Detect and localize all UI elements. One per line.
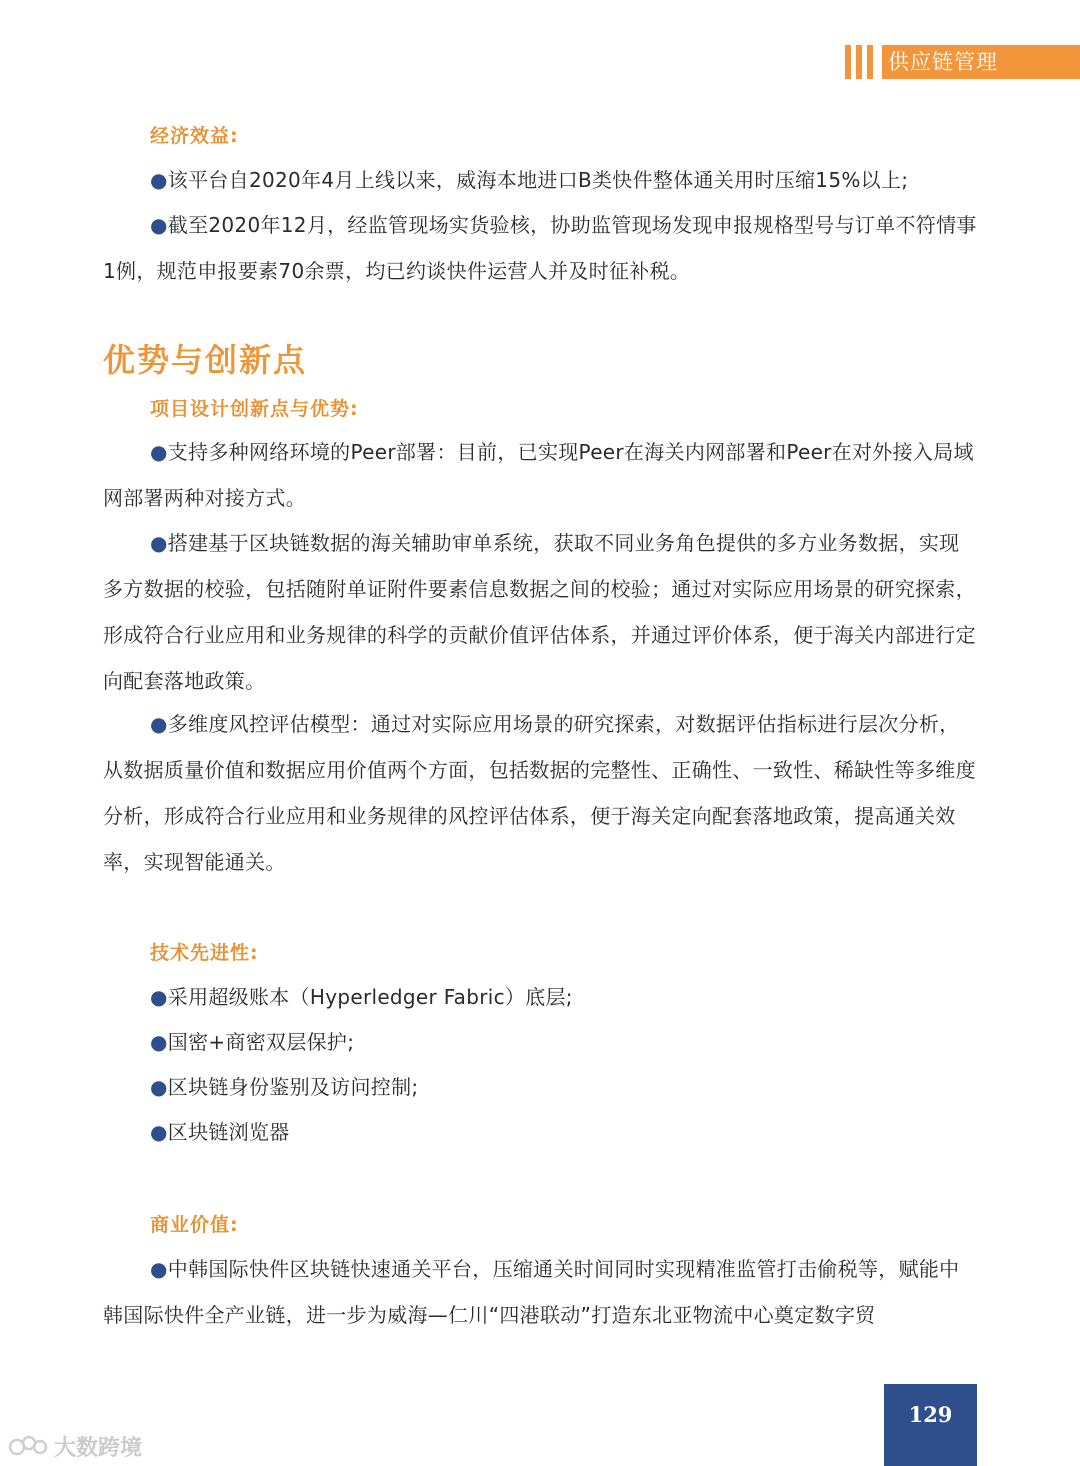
list-item: ●该平台自2020年4月上线以来，威海本地进口B类快件整体通关用时压缩15%以上; [150,168,909,192]
list-item: ●区块链浏览器 [150,1120,290,1144]
bullet-icon: ● [150,168,168,192]
list-item: ●中韩国际快件区块链快速通关平台，压缩通关时间同时实现精准监管打击偷税等，赋能中韩国际快件全产业链，进一步为威海—仁川“四港联动”打造东北亚物流中心奠定数字贸 [103,1257,960,1327]
header-stripe [845,45,851,79]
watermark-logo-icon [8,1433,48,1459]
bullet-icon: ● [150,1075,168,1099]
list-item: ●多维度风控评估模型：通过对实际应用场景的研究探索，对数据评估指标进行层次分析，从数据质量价值和数据应用价值两个方面，包括数据的完整性、正确性、一致性、稀缺性等多维度分析，形成符合行业应用和业务规律的风控评估体系，便于海关定向配套落地政策，提高通关效率，实现智能通关。 [103,712,976,874]
chapter-header [845,45,1080,79]
subheading-business-value: 商业价值: [150,1214,239,1236]
watermark [8,1430,142,1462]
list-item: ●搭建基于区块链数据的海关辅助审单系统，获取不同业务角色提供的多方业务数据，实现多方数据的校验，包括随附单证附件要素信息数据之间的校验；通过对实际应用场景的研究探索，形成符合行业应用和业务规律的科学的贡献价值评估体系，并通过评价体系，便于海关内部进行定向配套落地政策。 [103,531,976,693]
subheading-technology: 技术先进性: [150,942,259,964]
list-item: ●采用超级账本（Hyperledger Fabric）底层; [150,985,573,1009]
bullet-icon: ● [150,531,168,555]
subheading-economic-benefit: 经济效益: [150,125,239,147]
header-stripe [867,45,873,79]
bullet-icon: ● [150,213,168,237]
bullet-icon: ● [150,440,168,464]
chapter-title: 供应链管理 [882,45,1080,79]
page-number: 129 [884,1384,977,1466]
list-item: ●支持多种网络环境的Peer部署：目前，已实现Peer在海关内网部署和Peer在对外接入局域网部署两种对接方式。 [103,440,974,510]
bullet-icon: ● [150,1257,168,1281]
list-item: ●区块链身份鉴别及访问控制; [150,1075,419,1099]
bullet-icon: ● [150,712,168,736]
section-title: 优势与创新点 [103,341,308,379]
watermark-text: 大数跨境 [54,1435,143,1461]
header-stripe [856,45,862,79]
bullet-icon: ● [150,985,168,1009]
bullet-icon: ● [150,1030,168,1054]
bullet-icon: ● [150,1120,168,1144]
list-item: ●截至2020年12月，经监管现场实货验核，协助监管现场发现申报规格型号与订单不符情事1例，规范申报要素70余票，均已约谈快件运营人并及时征补税。 [103,213,977,283]
list-item: ●国密+商密双层保护; [150,1030,355,1054]
subheading-innovation: 项目设计创新点与优势: [150,398,359,420]
